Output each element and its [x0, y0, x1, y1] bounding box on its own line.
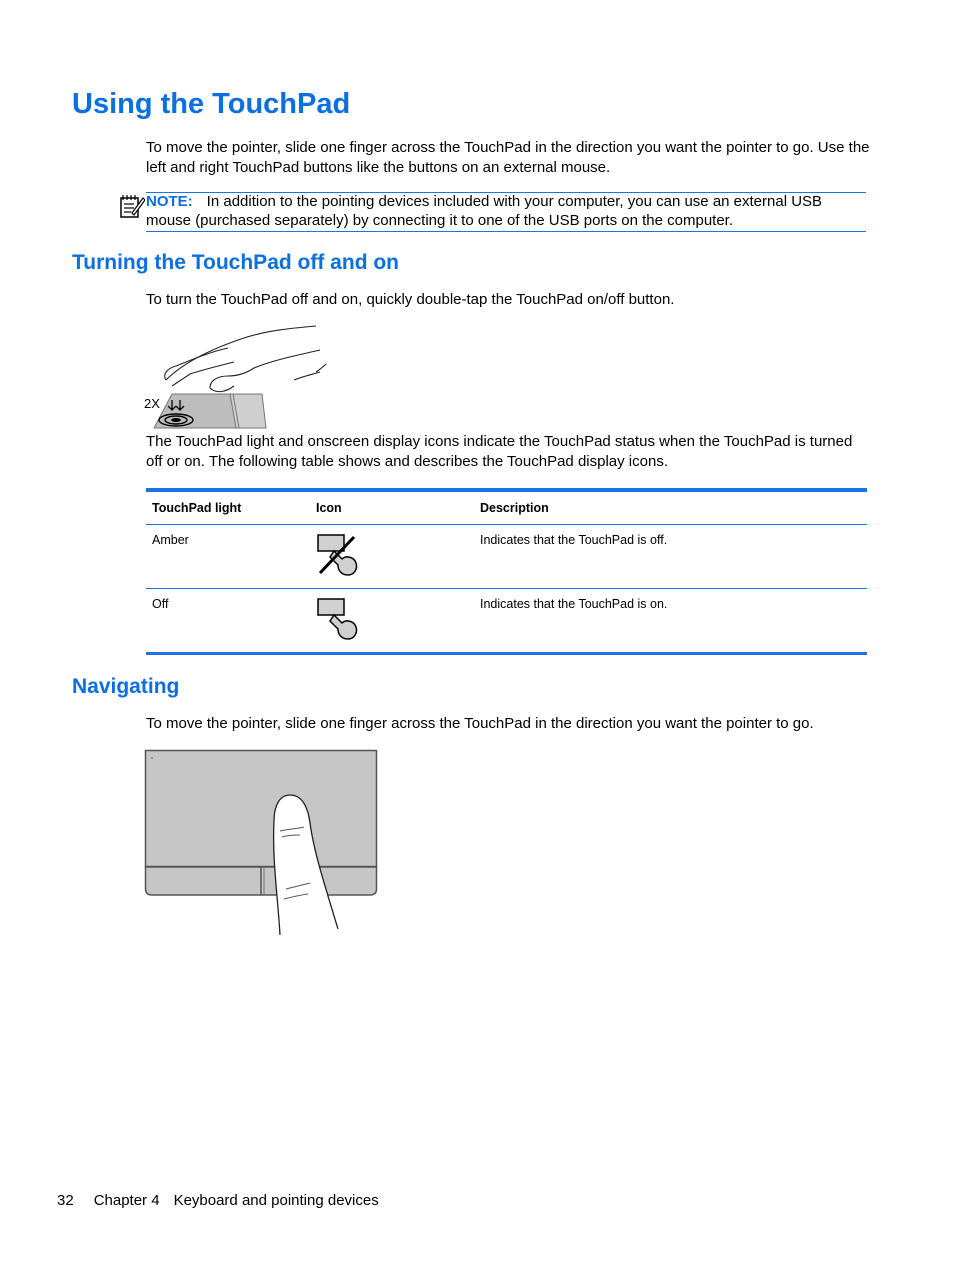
chapter-title: Keyboard and pointing devices: [173, 1192, 379, 1209]
touchpad-icons-table: [146, 488, 867, 655]
double-tap-label: 2X: [144, 396, 160, 411]
table-row: [146, 525, 867, 589]
note-text: In addition to the pointing devices included with your computer, you can use an external USB mouse (purchased separately) by connecting it to one of the USB ports on the computer.: [146, 193, 823, 229]
section1-paragraph: To turn the TouchPad off and on, quickly double-tap the TouchPad on/off button.: [146, 291, 675, 308]
double-tap-illustration: [144, 322, 329, 430]
note-label: NOTE:: [146, 193, 193, 210]
section-heading-navigating: Navigating: [72, 675, 180, 698]
cell-icon: [310, 589, 474, 654]
section1-paragraph-2: The TouchPad light and onscreen display icons indicate the TouchPad status when the TouchPad is turned off or on. The following table shows and describes the TouchPad display icons.: [146, 433, 853, 470]
page-number: 32: [57, 1192, 74, 1209]
page-title: Using the TouchPad: [72, 88, 351, 120]
section-heading-turning: Turning the TouchPad off and on: [72, 251, 400, 274]
chapter-label: Chapter 4: [93, 1192, 160, 1209]
column-header-icon: Icon: [310, 490, 474, 525]
note: [146, 192, 866, 230]
table-header-row: [146, 490, 867, 525]
cell-description: Indicates that the TouchPad is on.: [474, 589, 867, 654]
touchpad-navigation-illustration: [144, 749, 380, 937]
touchpad-off-icon: [316, 533, 362, 577]
page-footer: [57, 1192, 379, 1209]
touchpad-on-icon: [316, 597, 362, 641]
intro-paragraph: To move the pointer, slide one finger across the TouchPad in the direction you want the pointer to go. Use the left and right TouchPad buttons like the buttons on an external mouse.: [146, 139, 870, 176]
column-header-description: Description: [474, 490, 867, 525]
cell-description: Indicates that the TouchPad is off.: [474, 525, 867, 589]
cell-light: Amber: [146, 525, 310, 589]
section2-paragraph: To move the pointer, slide one finger across the TouchPad in the direction you want the pointer to go.: [146, 715, 814, 732]
cell-icon: [310, 525, 474, 589]
cell-light: Off: [146, 589, 310, 654]
note-icon: [119, 193, 145, 219]
table-row: [146, 589, 867, 654]
column-header-light: TouchPad light: [146, 490, 310, 525]
